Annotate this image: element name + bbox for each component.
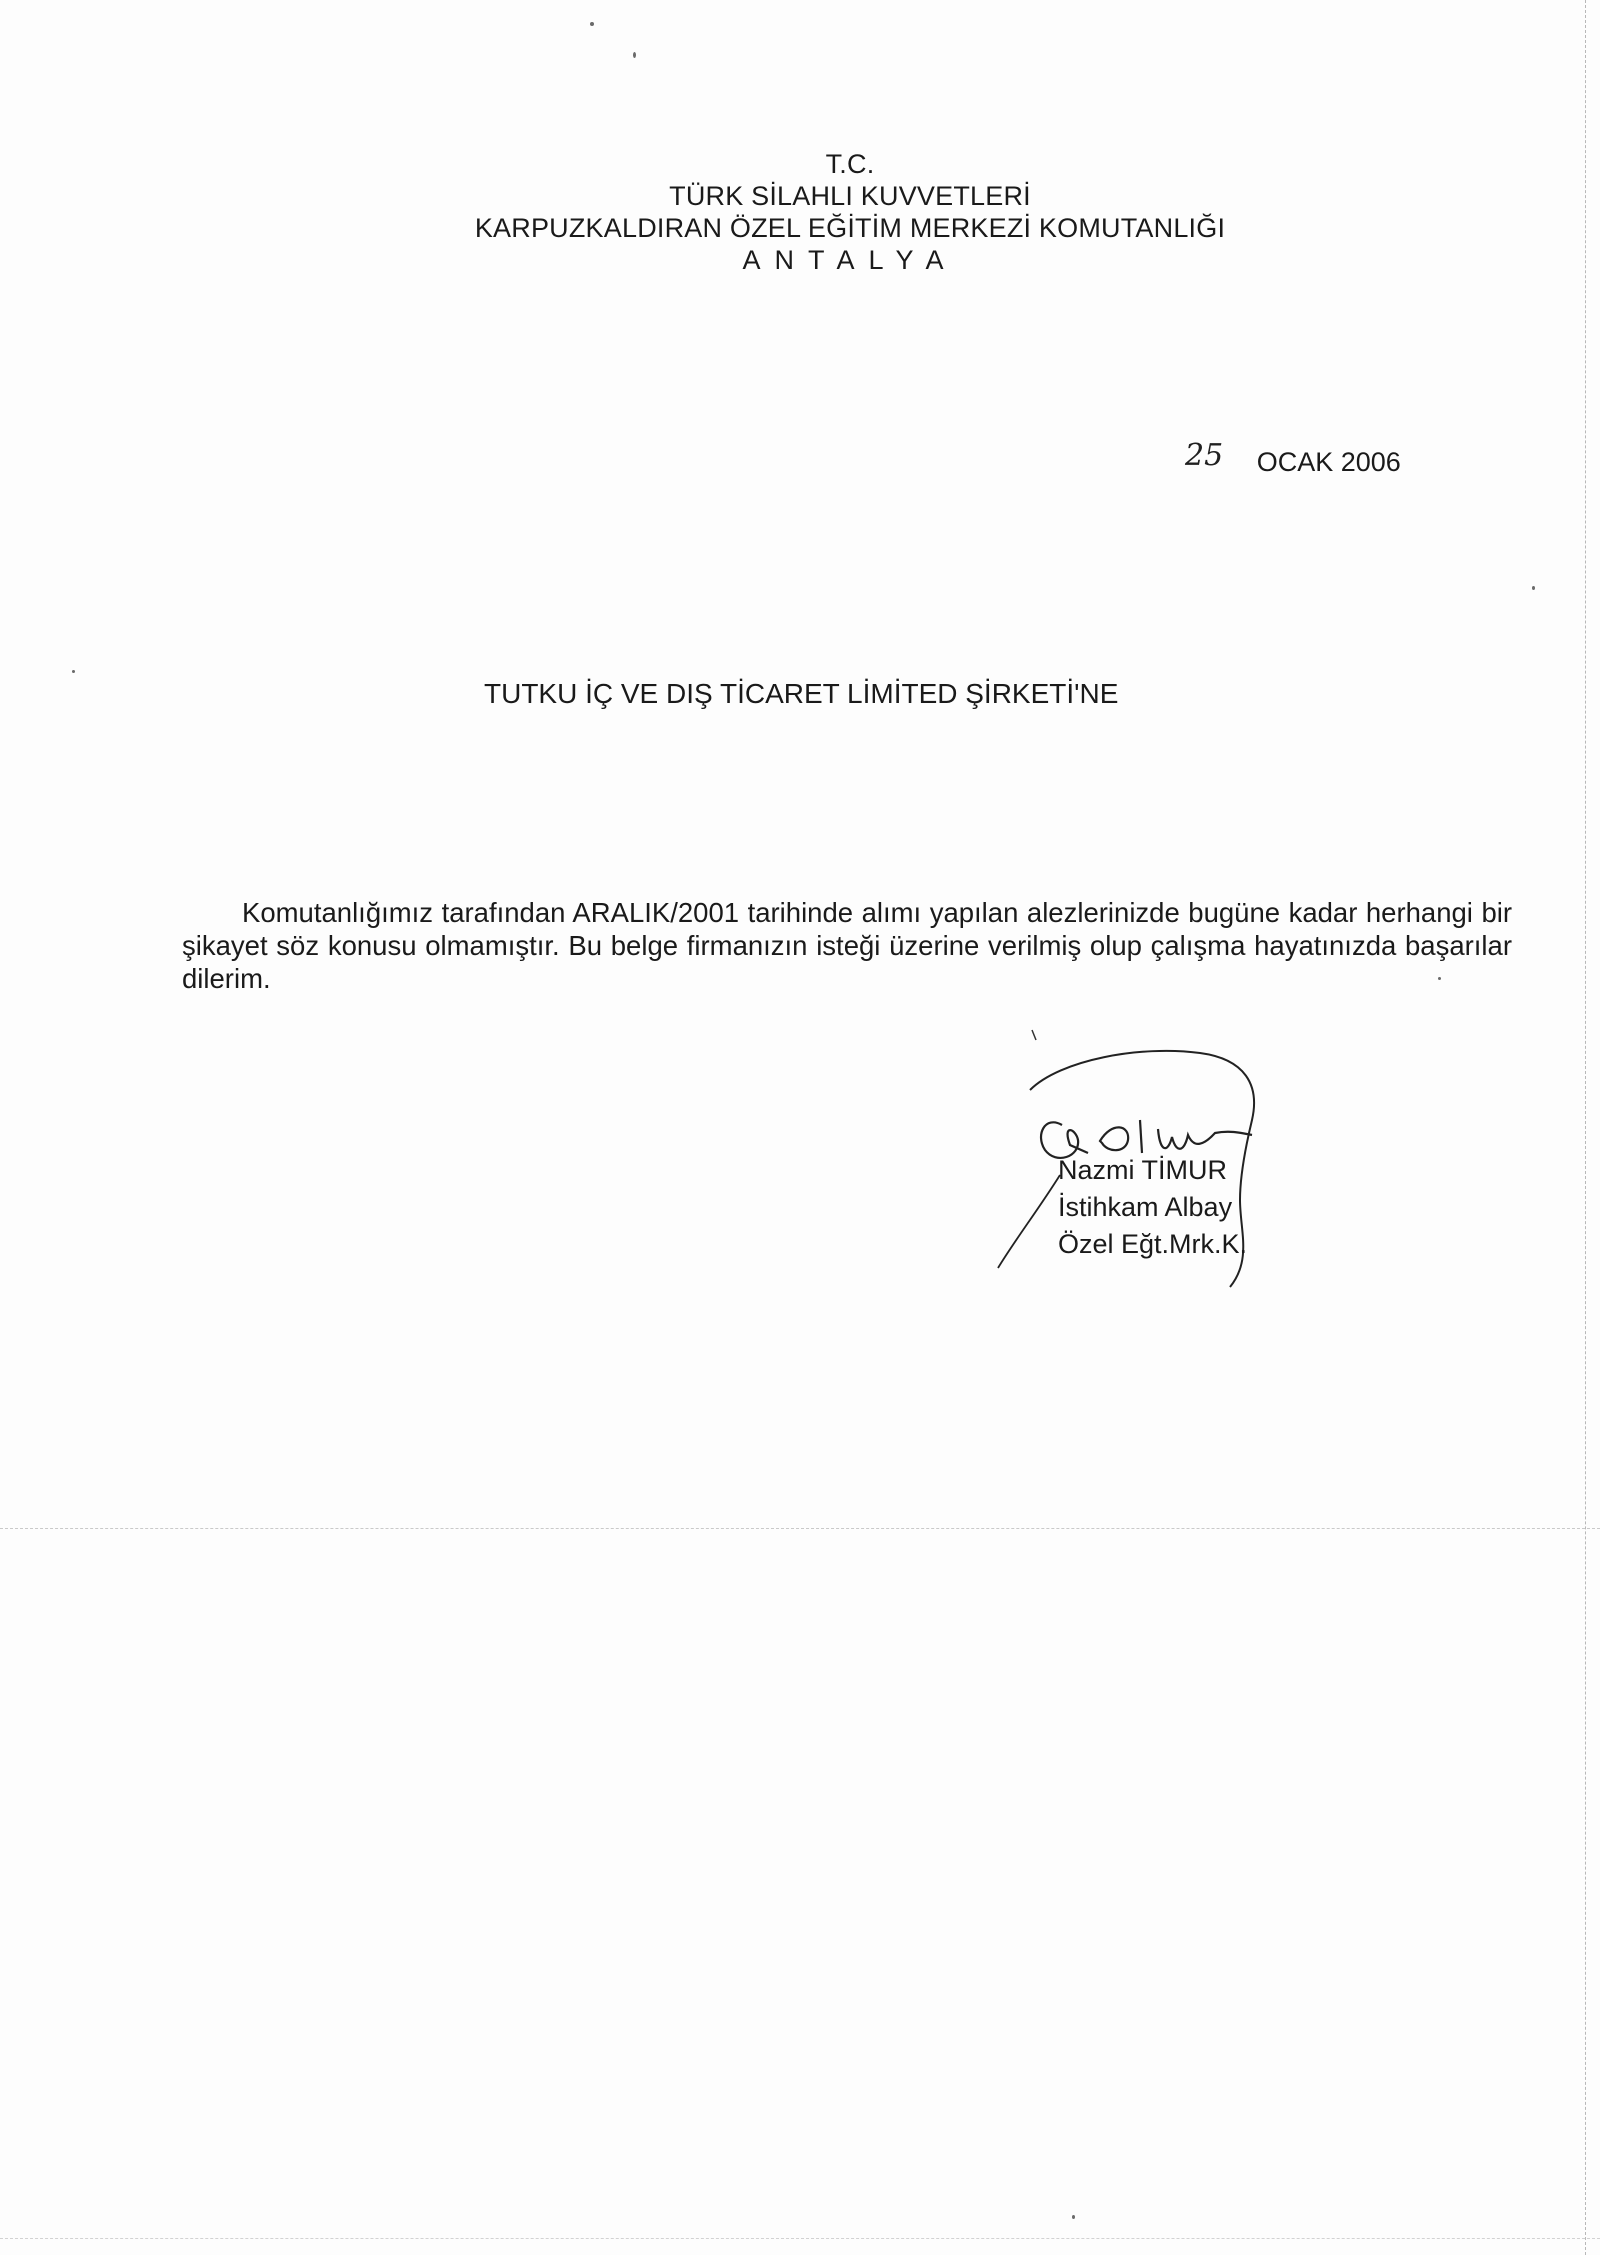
letterhead-tc: T.C.	[825, 149, 875, 179]
addressee: TUTKU İÇ VE DIŞ TİCARET LİMİTED ŞİRKETİ'NE	[484, 678, 1119, 709]
handwritten-day: 25	[1185, 438, 1224, 473]
letterhead-command: KARPUZKALDIRAN ÖZEL EĞİTİM MERKEZİ KOMUTANLIĞI	[474, 213, 1226, 243]
scan-speck	[633, 52, 636, 58]
signatory-title: Özel Eğt.Mrk.K.	[1058, 1229, 1248, 1259]
body-paragraph: Komutanlığımız tarafından ARALIK/2001 tarihinde alımı yapılan alezlerinizde bugüne kadar herhangi bir şikayet söz konusu olmamıştır. Bu belge firmanızın isteği üzerine verilmiş olup çalışma hayatınızda başarılar dilerim.	[182, 897, 1512, 994]
letter-date	[1185, 438, 1401, 486]
bottom-edge-line	[0, 2238, 1600, 2239]
scan-speck	[590, 22, 594, 26]
scan-edge	[1585, 0, 1600, 2255]
letter-body	[182, 896, 1512, 995]
month-year: OCAK 2006	[1256, 447, 1401, 477]
signatory-name: Nazmi TİMUR	[1058, 1155, 1228, 1185]
signatory-rank: İstihkam Albay	[1058, 1192, 1233, 1222]
letterhead	[0, 148, 1600, 276]
letterhead-city: ANTALYA	[742, 245, 958, 275]
scan-speck	[1072, 2215, 1075, 2219]
signatory-block	[1058, 1152, 1247, 1263]
letterhead-organization: TÜRK SİLAHLI KUVVETLERİ	[669, 181, 1031, 211]
scan-speck	[72, 670, 75, 673]
fold-line	[0, 1528, 1600, 1529]
scan-speck	[1532, 586, 1535, 590]
